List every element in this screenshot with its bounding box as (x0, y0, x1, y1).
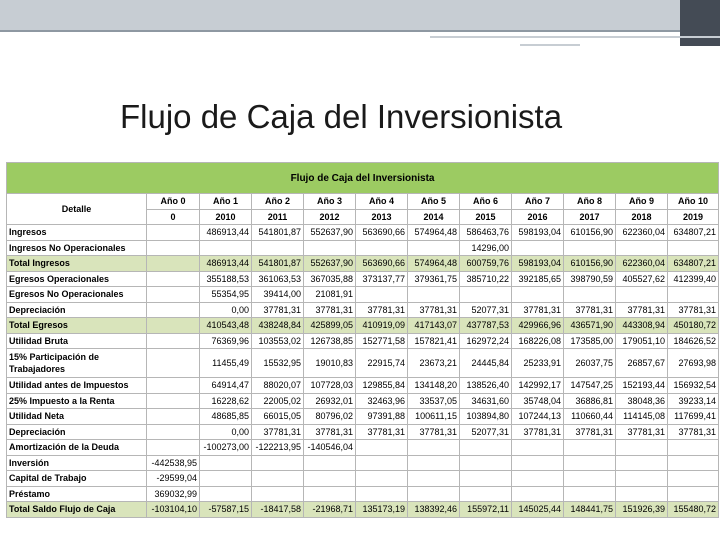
table-row (7, 256, 719, 272)
value-cell: 586463,76 (460, 225, 512, 241)
value-cell: 37781,31 (304, 302, 356, 318)
value-cell: 103894,80 (460, 409, 512, 425)
table-row (7, 409, 719, 425)
row-label: 15% Participación de Trabajadores (7, 349, 147, 378)
top-bar-light (0, 0, 680, 30)
table-row (7, 225, 719, 241)
value-cell (147, 409, 200, 425)
value-cell (147, 225, 200, 241)
value-cell (616, 240, 668, 256)
value-cell: 39233,14 (668, 393, 719, 409)
row-label: Amortización de la Deuda (7, 440, 147, 456)
value-cell (616, 440, 668, 456)
value-cell (460, 455, 512, 471)
value-cell: 148441,75 (564, 502, 616, 518)
value-cell: 152771,58 (356, 333, 408, 349)
value-cell (356, 486, 408, 502)
value-cell (460, 471, 512, 487)
value-cell (408, 455, 460, 471)
value-cell: 145025,44 (512, 502, 564, 518)
value-cell (356, 287, 408, 303)
table-row (7, 287, 719, 303)
value-cell (408, 471, 460, 487)
value-cell: 97391,88 (356, 409, 408, 425)
value-cell: 552637,90 (304, 256, 356, 272)
row-label: Utilidad antes de Impuestos (7, 378, 147, 394)
value-cell (356, 455, 408, 471)
value-cell: 142992,17 (512, 378, 564, 394)
value-cell (356, 440, 408, 456)
value-cell (356, 240, 408, 256)
value-cell (147, 240, 200, 256)
value-cell (564, 455, 616, 471)
top-bar-dark-block (680, 0, 720, 46)
value-cell (147, 424, 200, 440)
value-cell (252, 471, 304, 487)
value-cell (460, 440, 512, 456)
calendar-year-cell: 2011 (252, 209, 304, 225)
value-cell: 541801,87 (252, 225, 304, 241)
value-cell: 610156,90 (564, 225, 616, 241)
value-cell (668, 240, 719, 256)
value-cell (408, 240, 460, 256)
year-header-cell: Año 9 (616, 194, 668, 210)
detail-header: Detalle (7, 194, 147, 225)
value-cell: 100611,15 (408, 409, 460, 425)
value-cell: 76369,96 (200, 333, 252, 349)
value-cell: 162972,24 (460, 333, 512, 349)
value-cell: 114145,08 (616, 409, 668, 425)
value-cell: 48685,85 (200, 409, 252, 425)
table-row (7, 455, 719, 471)
value-cell (147, 302, 200, 318)
top-bar-underline (0, 30, 680, 32)
row-label: Utilidad Bruta (7, 333, 147, 349)
value-cell: 541801,87 (252, 256, 304, 272)
value-cell: 622360,04 (616, 256, 668, 272)
value-cell: -122213,95 (252, 440, 304, 456)
table-row (7, 378, 719, 394)
value-cell: 610156,90 (564, 256, 616, 272)
calendar-year-cell: 0 (147, 209, 200, 225)
value-cell: 129855,84 (356, 378, 408, 394)
year-header-cell: Año 7 (512, 194, 564, 210)
year-header-cell: Año 6 (460, 194, 512, 210)
value-cell (564, 287, 616, 303)
value-cell: 437787,53 (460, 318, 512, 334)
slide-top-bar (0, 0, 720, 32)
value-cell (512, 287, 564, 303)
value-cell: 37781,31 (304, 424, 356, 440)
value-cell: 39414,00 (252, 287, 304, 303)
row-label: Préstamo (7, 486, 147, 502)
table-banner: Flujo de Caja del Inversionista (7, 163, 719, 194)
value-cell: 622360,04 (616, 225, 668, 241)
value-cell: 410919,09 (356, 318, 408, 334)
value-cell: 486913,44 (200, 225, 252, 241)
value-cell: 23673,21 (408, 349, 460, 378)
value-cell: -103104,10 (147, 502, 200, 518)
value-cell: 52077,31 (460, 424, 512, 440)
value-cell: 412399,40 (668, 271, 719, 287)
value-cell: 563690,66 (356, 225, 408, 241)
value-cell: 52077,31 (460, 302, 512, 318)
cash-flow-table (6, 162, 719, 518)
table-row (7, 471, 719, 487)
value-cell: 37781,31 (252, 302, 304, 318)
value-cell (616, 455, 668, 471)
value-cell: 552637,90 (304, 225, 356, 241)
year-header-cell: Año 3 (304, 194, 356, 210)
row-label: Total Saldo Flujo de Caja (7, 502, 147, 518)
value-cell: 135173,19 (356, 502, 408, 518)
table-row (7, 240, 719, 256)
value-cell: 486913,44 (200, 256, 252, 272)
value-cell (147, 378, 200, 394)
value-cell (252, 486, 304, 502)
value-cell: 26857,67 (616, 349, 668, 378)
value-cell: 392185,65 (512, 271, 564, 287)
value-cell (252, 240, 304, 256)
value-cell: 134148,20 (408, 378, 460, 394)
value-cell: 37781,31 (252, 424, 304, 440)
value-cell (460, 486, 512, 502)
table-row (7, 271, 719, 287)
value-cell: 425899,05 (304, 318, 356, 334)
row-label: 25% Impuesto a la Renta (7, 393, 147, 409)
calendar-year-cell: 2014 (408, 209, 460, 225)
value-cell (668, 471, 719, 487)
value-cell: 37781,31 (616, 424, 668, 440)
value-cell: 22915,74 (356, 349, 408, 378)
value-cell: 37781,31 (564, 302, 616, 318)
value-cell (564, 486, 616, 502)
value-cell: 563690,66 (356, 256, 408, 272)
value-cell: 37781,31 (668, 302, 719, 318)
year-header-cell: Año 5 (408, 194, 460, 210)
value-cell: 152193,44 (616, 378, 668, 394)
year-header-cell: Año 1 (200, 194, 252, 210)
value-cell (147, 271, 200, 287)
value-cell (668, 486, 719, 502)
value-cell (147, 287, 200, 303)
value-cell: 33537,05 (408, 393, 460, 409)
value-cell: 155972,11 (460, 502, 512, 518)
value-cell: 155480,72 (668, 502, 719, 518)
value-cell: 27693,98 (668, 349, 719, 378)
value-cell: 37781,31 (356, 424, 408, 440)
value-cell: 367035,88 (304, 271, 356, 287)
value-cell: 80796,02 (304, 409, 356, 425)
row-label: Total Egresos (7, 318, 147, 334)
value-cell: -100273,00 (200, 440, 252, 456)
value-cell: 450180,72 (668, 318, 719, 334)
value-cell: 385710,22 (460, 271, 512, 287)
value-cell: -442538,95 (147, 455, 200, 471)
value-cell: 37781,31 (512, 302, 564, 318)
value-cell: 634807,21 (668, 256, 719, 272)
value-cell (356, 471, 408, 487)
value-cell: 38048,36 (616, 393, 668, 409)
value-cell (668, 287, 719, 303)
year-header-cell: Año 0 (147, 194, 200, 210)
calendar-year-cell: 2018 (616, 209, 668, 225)
value-cell: 37781,31 (564, 424, 616, 440)
value-cell: 574964,48 (408, 225, 460, 241)
row-label: Depreciación (7, 424, 147, 440)
value-cell: 103553,02 (252, 333, 304, 349)
value-cell (304, 486, 356, 502)
value-cell: 405527,62 (616, 271, 668, 287)
value-cell: 168226,08 (512, 333, 564, 349)
value-cell (616, 287, 668, 303)
value-cell: 147547,25 (564, 378, 616, 394)
value-cell: 574964,48 (408, 256, 460, 272)
value-cell: 598193,04 (512, 225, 564, 241)
value-cell: 398790,59 (564, 271, 616, 287)
value-cell: 21081,91 (304, 287, 356, 303)
value-cell: -57587,15 (200, 502, 252, 518)
value-cell: 438248,84 (252, 318, 304, 334)
value-cell: 26932,01 (304, 393, 356, 409)
value-cell (200, 486, 252, 502)
table-row (7, 486, 719, 502)
value-cell (564, 240, 616, 256)
value-cell: 634807,21 (668, 225, 719, 241)
value-cell: 110660,44 (564, 409, 616, 425)
value-cell (200, 240, 252, 256)
value-cell: 24445,84 (460, 349, 512, 378)
value-cell: 22005,02 (252, 393, 304, 409)
year-header-cell: Año 10 (668, 194, 719, 210)
value-cell (252, 455, 304, 471)
value-cell: 361063,53 (252, 271, 304, 287)
value-cell (616, 471, 668, 487)
value-cell: 16228,62 (200, 393, 252, 409)
value-cell: 373137,77 (356, 271, 408, 287)
table-row (7, 302, 719, 318)
value-cell: 0,00 (200, 424, 252, 440)
value-cell: 417143,07 (408, 318, 460, 334)
value-cell (304, 455, 356, 471)
value-cell: 117699,41 (668, 409, 719, 425)
value-cell: 598193,04 (512, 256, 564, 272)
value-cell (668, 455, 719, 471)
calendar-year-cell: 2015 (460, 209, 512, 225)
table-row (7, 440, 719, 456)
value-cell (564, 440, 616, 456)
value-cell (147, 256, 200, 272)
value-cell (512, 240, 564, 256)
value-cell: 26037,75 (564, 349, 616, 378)
value-cell (147, 349, 200, 378)
value-cell: 37781,31 (512, 424, 564, 440)
value-cell: 37781,31 (668, 424, 719, 440)
value-cell: 436571,90 (564, 318, 616, 334)
calendar-year-cell: 2016 (512, 209, 564, 225)
cash-flow-table-container (6, 162, 719, 518)
value-cell: 600759,76 (460, 256, 512, 272)
value-cell (408, 486, 460, 502)
row-label: Depreciación (7, 302, 147, 318)
value-cell: 14296,00 (460, 240, 512, 256)
value-cell: 107728,03 (304, 378, 356, 394)
value-cell: 37781,31 (408, 302, 460, 318)
value-cell (147, 440, 200, 456)
value-cell (512, 486, 564, 502)
value-cell (200, 471, 252, 487)
value-cell (304, 471, 356, 487)
calendar-year-cell: 2013 (356, 209, 408, 225)
value-cell: 379361,75 (408, 271, 460, 287)
table-row (7, 393, 719, 409)
value-cell: 19010,83 (304, 349, 356, 378)
table-row (7, 424, 719, 440)
value-cell: -21968,71 (304, 502, 356, 518)
value-cell: -140546,04 (304, 440, 356, 456)
decor-line (430, 36, 720, 38)
value-cell: 55354,95 (200, 287, 252, 303)
value-cell (304, 240, 356, 256)
value-cell: 37781,31 (408, 424, 460, 440)
year-header-cell: Año 4 (356, 194, 408, 210)
value-cell: 157821,41 (408, 333, 460, 349)
value-cell: 138392,46 (408, 502, 460, 518)
value-cell: 429966,96 (512, 318, 564, 334)
value-cell: 88020,07 (252, 378, 304, 394)
value-cell (512, 471, 564, 487)
value-cell: 410543,48 (200, 318, 252, 334)
row-label: Inversión (7, 455, 147, 471)
calendar-year-cell: 2010 (200, 209, 252, 225)
row-label: Egresos Operacionales (7, 271, 147, 287)
table-banner-row (7, 163, 719, 194)
table-row (7, 333, 719, 349)
value-cell: 151926,39 (616, 502, 668, 518)
value-cell (460, 287, 512, 303)
value-cell (200, 455, 252, 471)
table-row (7, 502, 719, 518)
decor-line-short (520, 44, 580, 46)
row-label: Egresos No Operacionales (7, 287, 147, 303)
row-label: Total Ingresos (7, 256, 147, 272)
value-cell: 36886,81 (564, 393, 616, 409)
value-cell: 443308,94 (616, 318, 668, 334)
value-cell: 179051,10 (616, 333, 668, 349)
value-cell: 15532,95 (252, 349, 304, 378)
value-cell: 138526,40 (460, 378, 512, 394)
year-header-cell: Año 8 (564, 194, 616, 210)
row-label: Capital de Trabajo (7, 471, 147, 487)
value-cell: 107244,13 (512, 409, 564, 425)
value-cell (147, 318, 200, 334)
year-header-row (7, 194, 719, 210)
value-cell: 34631,60 (460, 393, 512, 409)
value-cell: 11455,49 (200, 349, 252, 378)
value-cell: 25233,91 (512, 349, 564, 378)
year-header-cell: Año 2 (252, 194, 304, 210)
calendar-year-cell: 2012 (304, 209, 356, 225)
value-cell: 173585,00 (564, 333, 616, 349)
value-cell: -29599,04 (147, 471, 200, 487)
value-cell: 66015,05 (252, 409, 304, 425)
value-cell: -18417,58 (252, 502, 304, 518)
value-cell (147, 333, 200, 349)
value-cell: 64914,47 (200, 378, 252, 394)
row-label: Ingresos No Operacionales (7, 240, 147, 256)
value-cell (408, 287, 460, 303)
slide-title: Flujo de Caja del Inversionista (120, 98, 563, 135)
calendar-year-cell: 2019 (668, 209, 719, 225)
value-cell (616, 486, 668, 502)
value-cell: 184626,52 (668, 333, 719, 349)
value-cell (408, 440, 460, 456)
value-cell: 37781,31 (356, 302, 408, 318)
value-cell: 126738,85 (304, 333, 356, 349)
table-row (7, 318, 719, 334)
row-label: Utilidad Neta (7, 409, 147, 425)
value-cell (147, 393, 200, 409)
row-label: Ingresos (7, 225, 147, 241)
value-cell (564, 471, 616, 487)
value-cell: 35748,04 (512, 393, 564, 409)
value-cell (512, 455, 564, 471)
value-cell: 32463,96 (356, 393, 408, 409)
value-cell: 37781,31 (616, 302, 668, 318)
value-cell: 0,00 (200, 302, 252, 318)
value-cell: 355188,53 (200, 271, 252, 287)
calendar-year-cell: 2017 (564, 209, 616, 225)
table-row (7, 349, 719, 378)
value-cell (668, 440, 719, 456)
value-cell: 156932,54 (668, 378, 719, 394)
value-cell (512, 440, 564, 456)
value-cell: 369032,99 (147, 486, 200, 502)
